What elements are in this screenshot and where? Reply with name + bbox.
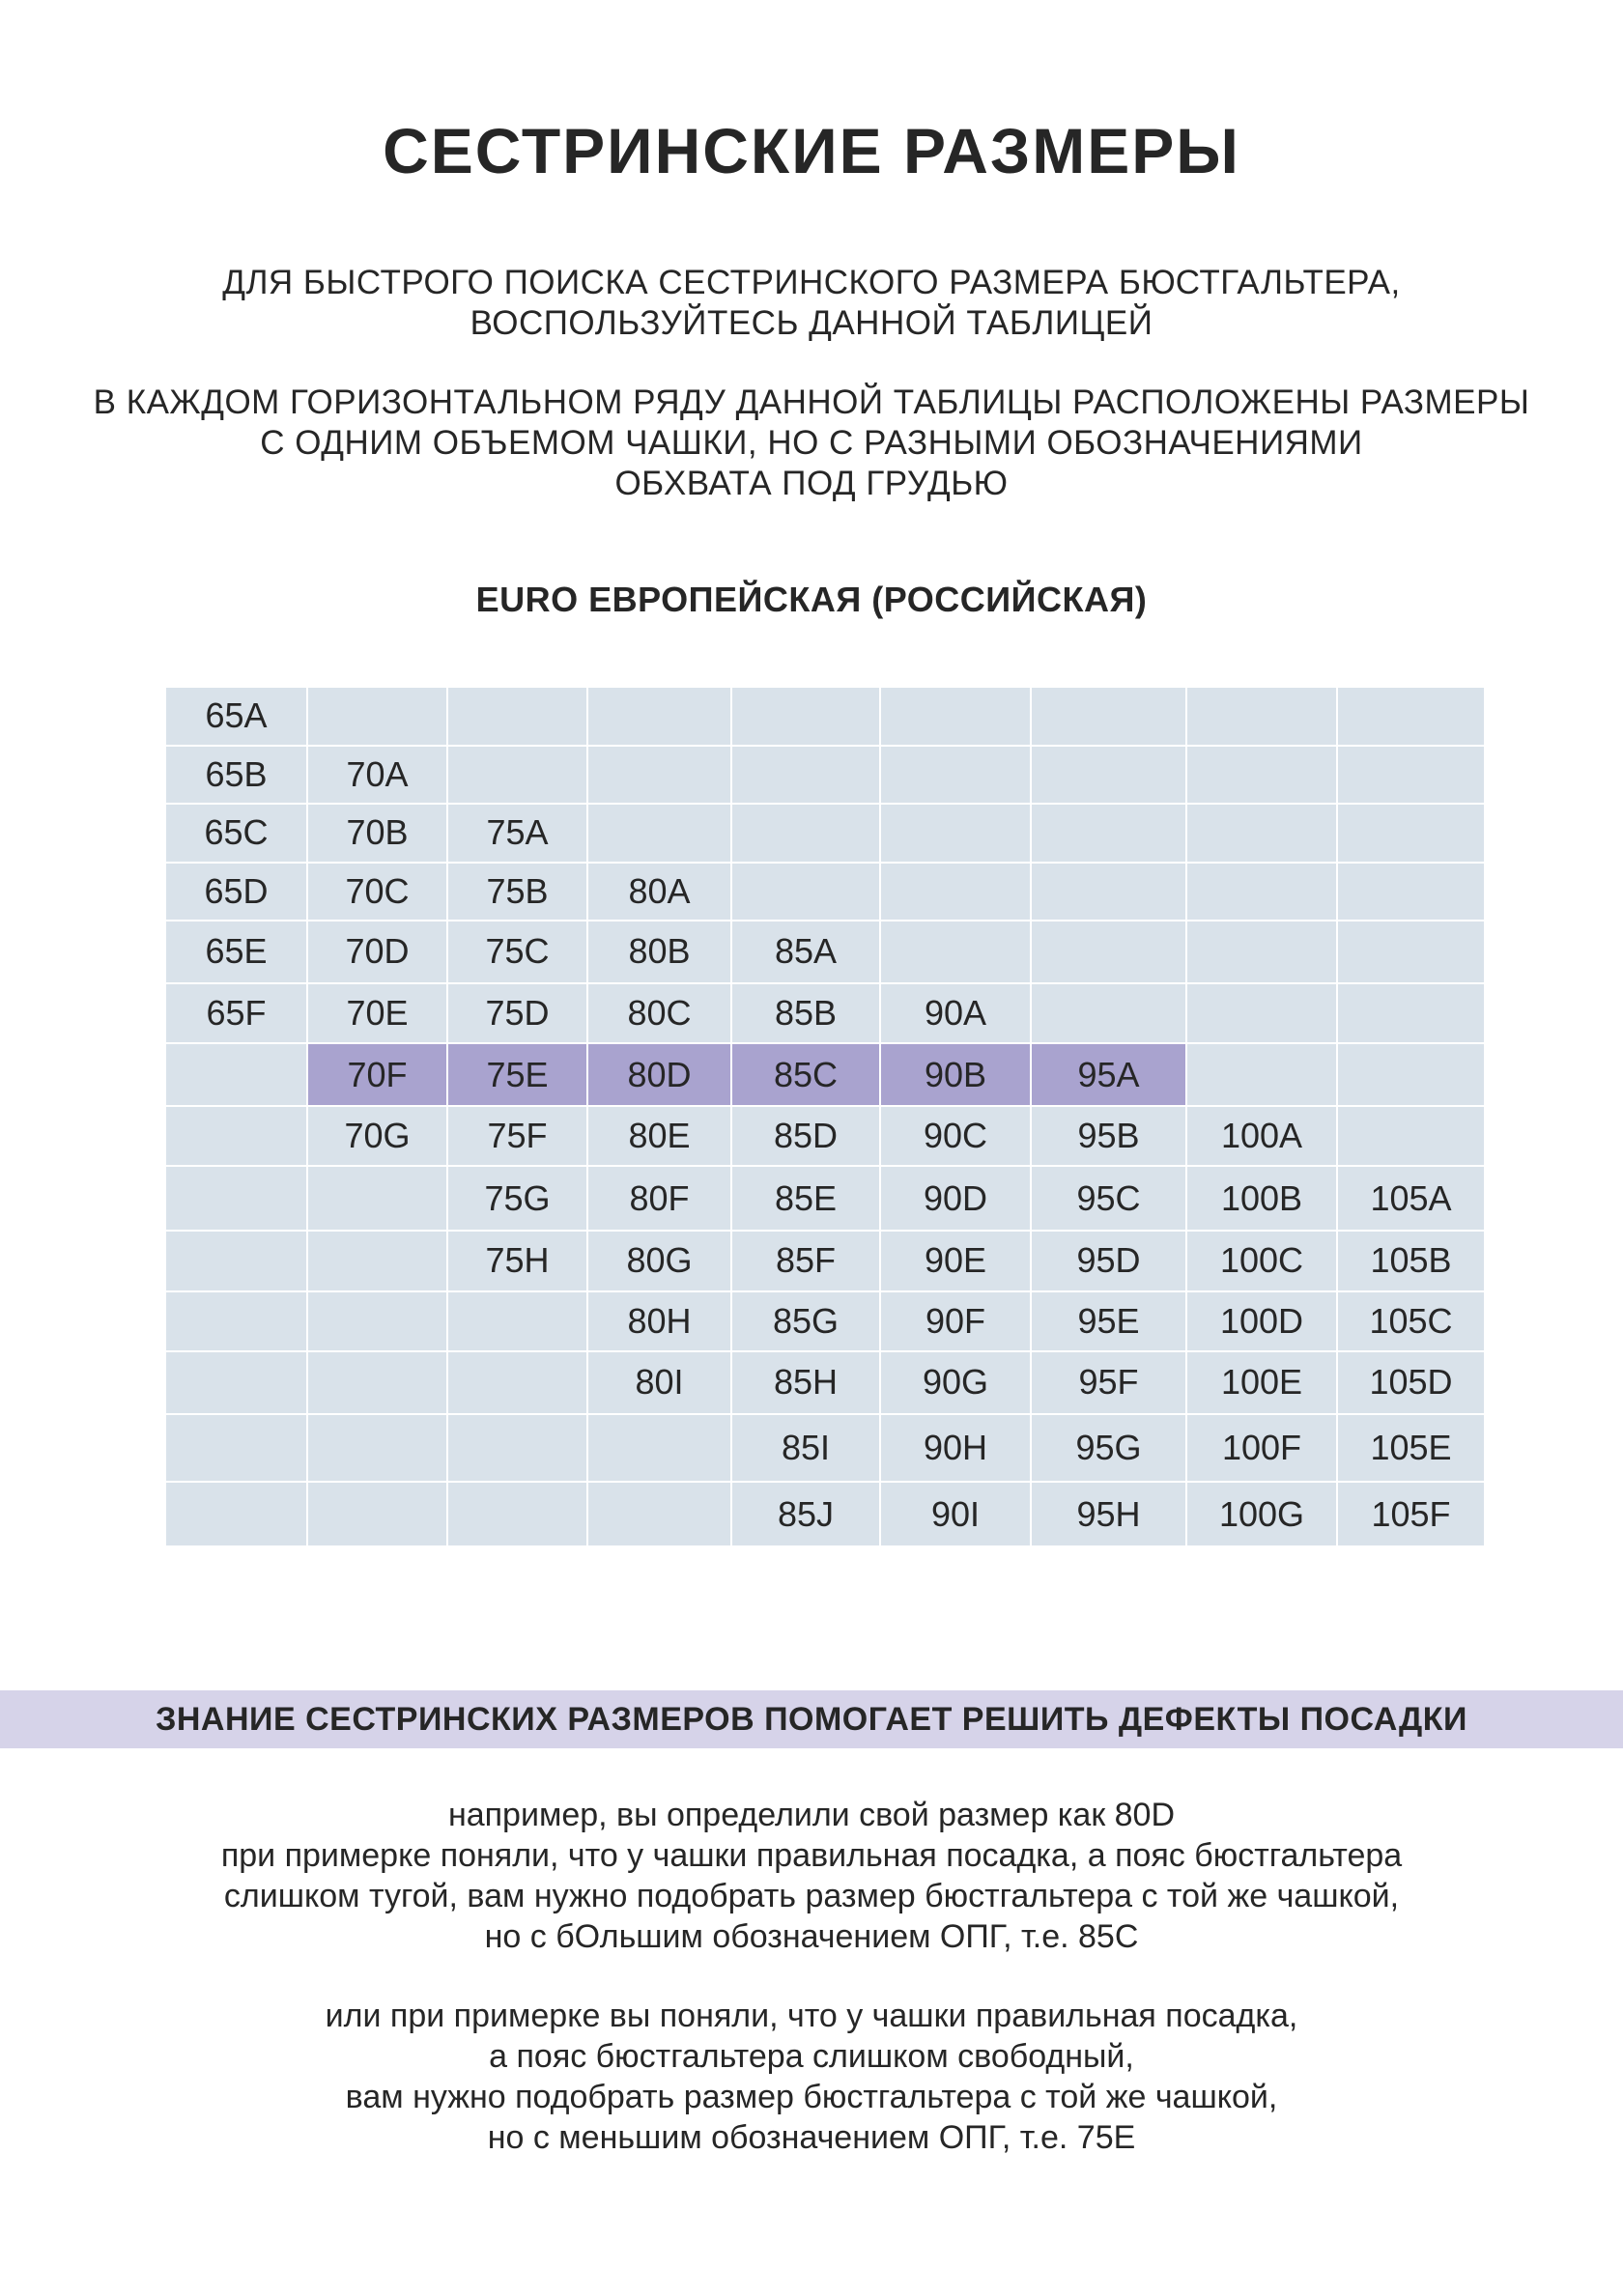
size-cell: 95H (1031, 1482, 1186, 1546)
size-cell: 85B (731, 983, 880, 1044)
size-cell: 70C (307, 863, 447, 921)
size-cell (447, 1291, 587, 1352)
size-cell: 100G (1186, 1482, 1337, 1546)
size-cell (1186, 863, 1337, 921)
size-cell (165, 1414, 307, 1483)
size-cell: 70F (307, 1043, 447, 1106)
size-cell (731, 746, 880, 805)
size-cell: 100D (1186, 1291, 1337, 1352)
size-cell: 65A (165, 687, 307, 746)
size-cell: 85F (731, 1231, 880, 1291)
size-cell: 85E (731, 1166, 880, 1231)
table-row (165, 1291, 1485, 1352)
table-row (165, 921, 1485, 983)
size-cell: 75D (447, 983, 587, 1044)
size-cell (165, 1291, 307, 1352)
size-cell: 85G (731, 1291, 880, 1352)
size-cell: 90F (880, 1291, 1031, 1352)
size-cell (307, 1231, 447, 1291)
size-cell: 95F (1031, 1351, 1186, 1414)
size-cell: 75F (447, 1106, 587, 1167)
table-row (165, 1106, 1485, 1167)
table-row (165, 863, 1485, 921)
size-cell: 80F (587, 1166, 731, 1231)
size-cell (1031, 746, 1186, 805)
size-cell: 90E (880, 1231, 1031, 1291)
size-cell: 100A (1186, 1106, 1337, 1167)
size-cell (307, 1482, 447, 1546)
size-cell: 95B (1031, 1106, 1186, 1167)
size-cell: 65F (165, 983, 307, 1044)
size-cell: 105E (1337, 1414, 1485, 1483)
example-line: например, вы определили свой размер как 80D (447, 1797, 1176, 1833)
size-cell: 85D (731, 1106, 880, 1167)
size-cell (1186, 687, 1337, 746)
size-cell: 75H (447, 1231, 587, 1291)
size-cell (165, 1166, 307, 1231)
table-row (165, 1166, 1485, 1231)
size-cell (165, 1043, 307, 1106)
size-cell (1186, 1043, 1337, 1106)
size-cell: 70G (307, 1106, 447, 1167)
size-cell: 105B (1337, 1231, 1485, 1291)
table-row (165, 983, 1485, 1044)
table-row (165, 1414, 1485, 1483)
table-row (165, 687, 1485, 746)
sister-size-table (164, 686, 1486, 1547)
fit-defects-banner: ЗНАНИЕ СЕСТРИНСКИХ РАЗМЕРОВ ПОМОГАЕТ РЕШИТЬ ДЕФЕКТЫ ПОСАДКИ (0, 1690, 1623, 1748)
size-cell: 70D (307, 921, 447, 983)
size-cell (1337, 863, 1485, 921)
size-cell (731, 804, 880, 863)
example-line: слишком тугой, вам нужно подобрать размер бюстгальтера с той же чашкой, (223, 1878, 1400, 1914)
example-line: при примерке поняли, что у чашки правильная посадка, а пояс бюстгальтера (220, 1837, 1403, 1874)
size-cell: 80E (587, 1106, 731, 1167)
size-cell: 90I (880, 1482, 1031, 1546)
table-row (165, 1231, 1485, 1291)
size-cell (880, 746, 1031, 805)
size-cell (1031, 921, 1186, 983)
size-cell: 90D (880, 1166, 1031, 1231)
size-cell: 75A (447, 804, 587, 863)
size-cell: 95D (1031, 1231, 1186, 1291)
size-cell: 65C (165, 804, 307, 863)
size-cell (165, 1351, 307, 1414)
size-cell (447, 1482, 587, 1546)
table-row (165, 804, 1485, 863)
size-cell (731, 863, 880, 921)
size-cell: 70A (307, 746, 447, 805)
example-paragraph-2 (0, 1996, 1623, 2158)
size-cell: 70E (307, 983, 447, 1044)
size-cell: 105C (1337, 1291, 1485, 1352)
size-cell (307, 1414, 447, 1483)
size-cell: 85J (731, 1482, 880, 1546)
table-row (165, 1482, 1485, 1546)
size-cell: 105D (1337, 1351, 1485, 1414)
size-cell (447, 687, 587, 746)
size-cell (307, 1351, 447, 1414)
example-line: вам нужно подобрать размер бюстгальтера с той же чашкой, (345, 2079, 1278, 2115)
table-title: EURO ЕВРОПЕЙСКАЯ (РОССИЙСКАЯ) (475, 580, 1148, 619)
size-cell (880, 863, 1031, 921)
size-cell (880, 687, 1031, 746)
size-cell (1337, 804, 1485, 863)
size-cell (165, 1106, 307, 1167)
size-cell (880, 921, 1031, 983)
size-cell (1186, 983, 1337, 1044)
size-cell: 75G (447, 1166, 587, 1231)
size-cell (1186, 921, 1337, 983)
size-cell (307, 1291, 447, 1352)
size-cell: 65D (165, 863, 307, 921)
size-cell (880, 804, 1031, 863)
size-cell: 80D (587, 1043, 731, 1106)
size-cell (447, 746, 587, 805)
size-cell: 105F (1337, 1482, 1485, 1546)
size-cell: 75B (447, 863, 587, 921)
size-cell: 100B (1186, 1166, 1337, 1231)
size-cell: 80I (587, 1351, 731, 1414)
intro-paragraph-1 (0, 263, 1623, 344)
size-cell: 90G (880, 1351, 1031, 1414)
intro-line: ДЛЯ БЫСТРОГО ПОИСКА СЕСТРИНСКОГО РАЗМЕРА БЮСТГАЛЬТЕРА, (222, 264, 1401, 301)
size-cell: 65E (165, 921, 307, 983)
size-cell (165, 1482, 307, 1546)
size-cell (447, 1414, 587, 1483)
size-cell: 95E (1031, 1291, 1186, 1352)
size-cell (587, 804, 731, 863)
size-cell (1337, 746, 1485, 805)
size-cell (587, 746, 731, 805)
size-cell (307, 1166, 447, 1231)
size-cell: 90B (880, 1043, 1031, 1106)
size-cell: 75C (447, 921, 587, 983)
size-cell: 65B (165, 746, 307, 805)
size-cell (587, 687, 731, 746)
size-cell: 80H (587, 1291, 731, 1352)
intro-line: ВОСПОЛЬЗУЙТЕСЬ ДАННОЙ ТАБЛИЦЕЙ (470, 304, 1153, 342)
example-line: но с бОльшим обозначением ОПГ, т.е. 85С (484, 1918, 1139, 1955)
example-line: но с меньшим обозначением ОПГ, т.е. 75Е (487, 2119, 1136, 2156)
size-cell: 75E (447, 1043, 587, 1106)
size-cell: 95G (1031, 1414, 1186, 1483)
intro-line: С ОДНИМ ОБЪЕМОМ ЧАШКИ, НО С РАЗНЫМИ ОБОЗНАЧЕНИЯМИ (260, 424, 1363, 462)
size-cell (1031, 863, 1186, 921)
size-cell: 80A (587, 863, 731, 921)
size-cell (1031, 687, 1186, 746)
size-cell: 70B (307, 804, 447, 863)
table-row (165, 1043, 1485, 1106)
size-cell: 90H (880, 1414, 1031, 1483)
size-cell: 80G (587, 1231, 731, 1291)
size-cell (447, 1351, 587, 1414)
example-paragraph-1 (0, 1795, 1623, 1957)
size-cell: 100F (1186, 1414, 1337, 1483)
size-cell (1337, 921, 1485, 983)
size-cell (1337, 983, 1485, 1044)
size-cell: 85A (731, 921, 880, 983)
example-line: или при примерке вы поняли, что у чашки правильная посадка, (325, 1998, 1298, 2034)
size-cell (587, 1482, 731, 1546)
size-cell: 95C (1031, 1166, 1186, 1231)
size-cell (587, 1414, 731, 1483)
intro-paragraph-2 (0, 383, 1623, 504)
size-cell: 80C (587, 983, 731, 1044)
size-cell: 105A (1337, 1166, 1485, 1231)
size-cell: 100C (1186, 1231, 1337, 1291)
intro-line: ОБХВАТА ПОД ГРУДЬЮ (614, 465, 1009, 502)
size-cell: 80B (587, 921, 731, 983)
size-cell: 85C (731, 1043, 880, 1106)
size-cell (1337, 1043, 1485, 1106)
page-title: СЕСТРИНСКИЕ РАЗМЕРЫ (383, 115, 1240, 186)
size-cell (307, 687, 447, 746)
intro-line: В КАЖДОМ ГОРИЗОНТАЛЬНОМ РЯДУ ДАННОЙ ТАБЛИЦЫ РАСПОЛОЖЕНЫ РАЗМЕРЫ (93, 383, 1530, 421)
size-cell (1186, 746, 1337, 805)
size-cell (1337, 1106, 1485, 1167)
size-cell: 90C (880, 1106, 1031, 1167)
size-cell: 85H (731, 1351, 880, 1414)
table-row (165, 746, 1485, 805)
size-cell (731, 687, 880, 746)
size-cell: 100E (1186, 1351, 1337, 1414)
example-line: а пояс бюстгальтера слишком свободный, (489, 2038, 1134, 2075)
size-cell: 85I (731, 1414, 880, 1483)
size-cell: 95A (1031, 1043, 1186, 1106)
size-cell (1031, 804, 1186, 863)
size-cell (1337, 687, 1485, 746)
size-cell (165, 1231, 307, 1291)
table-row (165, 1351, 1485, 1414)
size-cell (1031, 983, 1186, 1044)
size-cell (1186, 804, 1337, 863)
size-cell: 90A (880, 983, 1031, 1044)
